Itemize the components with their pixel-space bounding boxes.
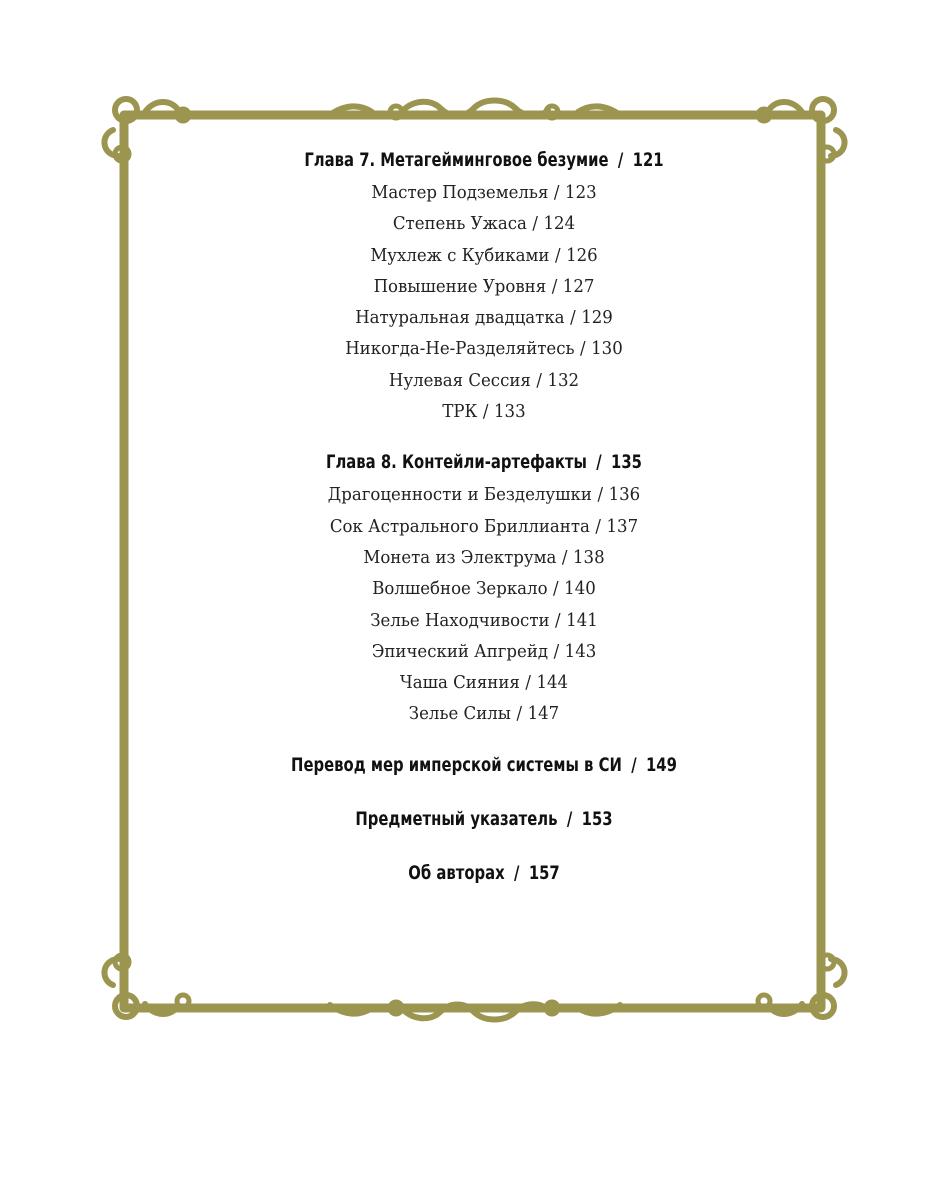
entry-page: 143 [564, 640, 597, 662]
separator: / [555, 609, 561, 631]
entry-label: Зелье Находчивости [370, 609, 550, 631]
appendix-title: Предметный указатель [355, 807, 558, 830]
chapter-8-heading[interactable] [223, 445, 744, 479]
entry-page: 136 [608, 484, 641, 506]
appendix-page: 149 [645, 753, 677, 776]
appendix-index-heading[interactable] [223, 802, 744, 836]
separator: / [553, 578, 559, 600]
entry-label: ТРК [442, 401, 478, 423]
chapter-title: Глава 7. Метагейминговое безумие [304, 149, 609, 171]
appendix-units-heading[interactable] [223, 748, 744, 782]
entry-page: 141 [566, 609, 598, 631]
separator: / [551, 275, 558, 297]
corner-scroll-bottom-left [104, 955, 189, 1017]
toc-entry[interactable] [177, 479, 792, 510]
appendix-title: Об авторах [408, 861, 505, 884]
toc-entry[interactable] [177, 333, 792, 364]
appendix-page: 153 [581, 807, 613, 830]
toc-entry[interactable] [177, 667, 792, 698]
separator: / [561, 546, 568, 568]
entry-page: 126 [566, 244, 598, 266]
toc-entry[interactable] [177, 365, 792, 396]
separator: / [554, 244, 561, 266]
separator: / [570, 307, 576, 329]
entry-page: 138 [573, 546, 605, 568]
entry-page: 133 [494, 401, 526, 423]
separator: / [597, 484, 604, 506]
entry-page: 123 [565, 182, 597, 203]
toc-entry[interactable] [177, 605, 792, 636]
corner-scroll-bottom-right [758, 955, 845, 1017]
separator: / [566, 807, 573, 830]
separator: / [580, 338, 586, 360]
entry-label: Мухлеж с Кубиками [370, 244, 550, 266]
separator: / [516, 703, 523, 725]
entry-page: 144 [536, 672, 569, 694]
entry-label: Повышение Уровня [373, 275, 547, 297]
separator: / [553, 640, 560, 662]
toc-entry[interactable] [177, 208, 792, 239]
toc-entry[interactable] [177, 698, 792, 729]
entry-label: Нулевая Сессия [388, 369, 531, 391]
entry-label: Зелье Силы [408, 703, 511, 725]
separator: / [525, 672, 531, 694]
appendix-page: 157 [528, 861, 560, 884]
entry-page: 129 [581, 307, 613, 329]
spacer [150, 836, 818, 856]
entry-label: Сок Астрального Бриллианта [329, 515, 590, 537]
toc-entry[interactable] [177, 302, 792, 333]
separator: / [532, 213, 538, 235]
toc-entry[interactable] [177, 271, 792, 302]
toc-entry[interactable] [177, 240, 792, 271]
chapter-title: Глава 8. Контейли-артефакты [326, 451, 587, 474]
entry-page: 127 [562, 275, 595, 297]
entry-page: 140 [564, 578, 596, 600]
table-of-contents [150, 143, 818, 890]
toc-entry[interactable] [177, 636, 792, 667]
chapter-page: 135 [611, 451, 642, 474]
spacer [150, 427, 818, 445]
separator: / [617, 149, 624, 171]
entry-page: 147 [527, 703, 560, 725]
appendix-authors-heading[interactable] [223, 856, 744, 890]
entry-page: 132 [547, 369, 580, 391]
spacer [150, 782, 818, 802]
entry-page: 137 [606, 515, 639, 537]
entry-label: Степень Ужаса [392, 213, 527, 235]
toc-entry[interactable] [177, 511, 792, 542]
entry-label: Никогда-Не-Разделяйтесь [345, 338, 575, 360]
appendix-title: Перевод мер имперской системы в СИ [291, 753, 622, 776]
separator: / [514, 861, 520, 884]
entry-page: 124 [543, 213, 576, 235]
separator: / [536, 369, 542, 391]
toc-entry[interactable] [177, 573, 792, 604]
separator: / [482, 401, 489, 423]
entry-label: Натуральная двадцатка [355, 307, 565, 329]
entry-label: Эпический Апгрейд [371, 640, 549, 662]
entry-label: Драгоценности и Безделушки [327, 484, 592, 506]
toc-entry[interactable] [177, 177, 792, 208]
entry-label: Чаша Сияния [399, 672, 520, 694]
chapter-page: 121 [632, 149, 664, 171]
entry-label: Мастер Подземелья [371, 182, 549, 203]
chapter-7-heading[interactable] [223, 143, 744, 177]
spacer [150, 730, 818, 748]
separator: / [596, 451, 602, 474]
separator: / [595, 515, 601, 537]
entry-page: 130 [591, 338, 623, 360]
toc-entry[interactable] [177, 396, 792, 427]
toc-entry[interactable] [177, 542, 792, 573]
entry-label: Монета из Электрума [363, 546, 557, 568]
separator: / [631, 753, 637, 776]
separator: / [553, 182, 560, 203]
entry-label: Волшебное Зеркало [372, 578, 548, 600]
